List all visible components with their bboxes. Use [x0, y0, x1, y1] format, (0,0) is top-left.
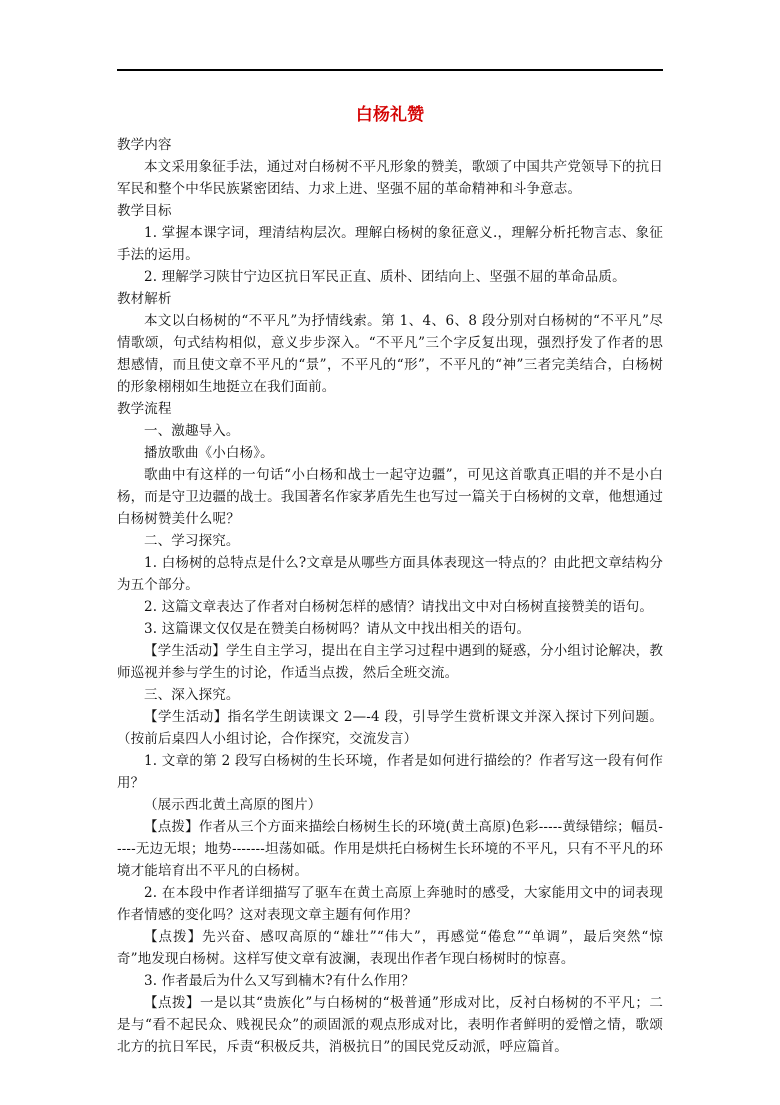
- section-heading: 教学流程: [117, 401, 172, 417]
- paragraph: 2. 在本段中作者详细描写了驱车在黄土高原上奔驰时的感受，大家能用文中的词表现作者情感的变化吗？这对表现文章主题有何作用？: [117, 885, 663, 923]
- header-rule: [117, 69, 663, 71]
- document-blocks: [117, 134, 663, 1058]
- paragraph: （展示西北黄土高原的图片）: [144, 797, 322, 813]
- paragraph: 1. 掌握本课字词，理清结构层次。理解白杨树的象征意义.，理解分析托物言志、象征手法的运用。: [117, 225, 663, 263]
- section-heading: 教材解析: [117, 291, 172, 307]
- paragraph: 2. 理解学习陕甘宁边区抗日军民正直、质朴、团结向上、坚强不屈的革命品质。: [144, 269, 626, 285]
- paragraph: 1. 白杨树的总特点是什么?文章是从哪些方面具体表现这一特点的？由此把文章结构分为五个部分。: [117, 555, 663, 593]
- paragraph: 【点拨】作者从三个方面来描绘白杨树生长的环境(黄土高原)色彩-----黄绿错综；幅员-----无边无垠；地势-------坦荡如砥。作用是烘托白杨树生长环境的不平凡，只有不平凡的环境才能培育出不平凡的白杨树。: [117, 819, 663, 879]
- paragraph: 2. 这篇文章表达了作者对白杨树怎样的感情？请找出文中对白杨树直接赞美的语句。: [144, 599, 654, 615]
- paragraph: 3. 作者最后为什么又写到楠木?有什么作用？: [144, 973, 415, 989]
- paragraph: 【点拨】先兴奋、感叹高原的“雄壮”“伟大”，再感觉“倦怠”“单调”，最后突然“惊奇”地发现白杨树。这样写使文章有波澜，表现出作者乍现白杨树时的惊喜。: [117, 929, 663, 967]
- paragraph: 二、学习探究。: [144, 533, 240, 549]
- section-heading: 教学内容: [117, 137, 172, 153]
- document-body: [117, 100, 663, 1058]
- document-title: 白杨礼赞: [355, 105, 425, 125]
- paragraph: 本文采用象征手法，通过对白杨树不平凡形象的赞美，歌颂了中国共产党领导下的抗日军民和整个中华民族紧密团结、力求上进、坚强不屈的革命精神和斗争意志。: [117, 159, 663, 197]
- paragraph: 本文以白杨树的“不平凡”为抒情线索。第 1、4、6、8 段分别对白杨树的“不平凡”尽情歌颂，句式结构相似，意义步步深入。“不平凡”三个字反复出现，强烈抒发了作者的思想感情，而且使文章不平凡的“景”，不平凡的“形”，不平凡的“神”三者完美结合，白杨树的形象栩栩如生地挺立在我们面前。: [117, 313, 663, 395]
- section-heading: 教学目标: [117, 203, 172, 219]
- paragraph: 一、激趣导入。: [144, 423, 240, 439]
- paragraph: 歌曲中有这样的一句话“小白杨和战士一起守边疆”，可见这首歌真正唱的并不是小白杨，而是守卫边疆的战士。我国著名作家茅盾先生也写过一篇关于白杨树的文章，他想通过白杨树赞美什么呢？: [117, 467, 663, 527]
- paragraph: 3. 这篇课文仅仅是在赞美白杨树吗？请从文中找出相关的语句。: [144, 621, 531, 637]
- paragraph: 1. 文章的第 2 段写白杨树的生长环境，作者是如何进行描绘的？作者写这一段有何作用？: [117, 753, 663, 791]
- paragraph: 【学生活动】学生自主学习，提出在自主学习过程中遇到的疑惑，分小组讨论解决，教师巡视并参与学生的讨论，作适当点拨，然后全班交流。: [117, 643, 663, 681]
- paragraph: 三、深入探究。: [144, 687, 240, 703]
- paragraph: 【学生活动】指名学生朗读课文 2—-4 段，引导学生赏析课文并深入探讨下列问题。（按前后桌四人小组讨论，合作探究，交流发言）: [117, 709, 663, 747]
- paragraph: 播放歌曲《小白杨》。: [144, 445, 274, 461]
- paragraph: 【点拨】一是以其“贵族化”与白杨树的“极普通”形成对比，反衬白杨树的不平凡；二是与“看不起民众、贱视民众”的顽固派的观点形成对比，表明作者鲜明的爱憎之情，歌颂北方的抗日军民，斥责“积极反共，消极抗日”的国民党反动派，呼应篇首。: [117, 995, 663, 1055]
